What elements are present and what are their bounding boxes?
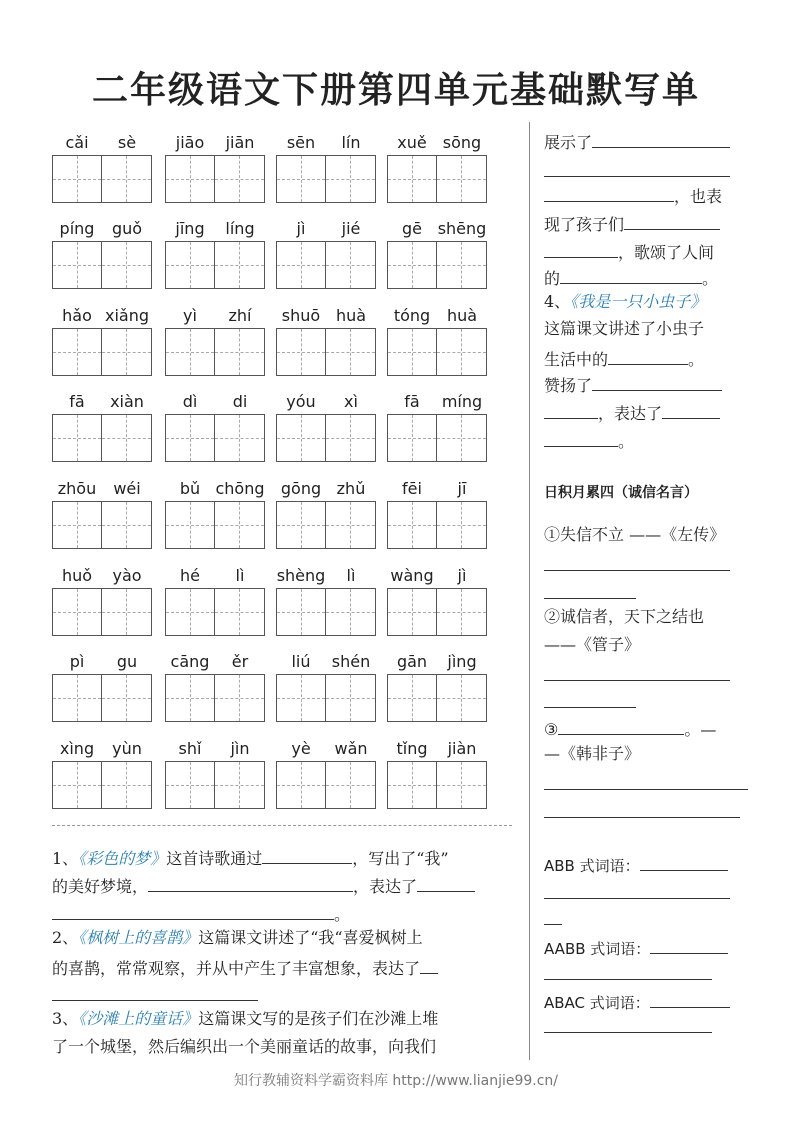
character-box[interactable] [276, 674, 326, 722]
pinyin-label: jīng [175, 219, 205, 238]
character-box[interactable] [276, 328, 326, 376]
writing-boxes [387, 241, 487, 289]
q3-text1: 这篇课文写的是孩子们在沙滩上堆 [198, 1009, 439, 1028]
pinyin-label: yì [183, 306, 197, 325]
pinyin-label: bǔ [179, 479, 201, 498]
character-box[interactable] [276, 414, 326, 462]
pinyin-label: pì [69, 652, 85, 671]
writing-boxes [52, 414, 152, 462]
q2-blank1[interactable] [420, 955, 438, 974]
pinyin-label: fā [404, 392, 420, 411]
writing-boxes [387, 414, 487, 462]
character-box[interactable] [165, 241, 215, 289]
q1-line3 [52, 901, 350, 926]
pinyin-label: yóu [286, 392, 316, 411]
writing-boxes [387, 328, 487, 376]
pinyin-label: shǐ [178, 739, 202, 758]
character-box[interactable] [387, 155, 437, 203]
right-blank5[interactable] [544, 239, 618, 258]
right-line1 [544, 129, 730, 154]
abac-line [544, 989, 730, 1014]
q1-blank4[interactable] [52, 901, 334, 920]
character-box[interactable] [437, 241, 487, 289]
character-box[interactable] [215, 414, 265, 462]
column-divider [529, 122, 530, 1060]
writing-boxes [276, 501, 376, 549]
pinyin-label: hǎo [62, 306, 92, 325]
character-box[interactable] [102, 155, 152, 203]
maxim-3a [544, 716, 716, 741]
q2-book-title: 《枫树上的喜鹊》 [78, 928, 199, 947]
q4-book-title: 《我是一只小虫子》 [570, 292, 707, 311]
character-box[interactable] [437, 588, 487, 636]
idiom-heading: 日积月累四（诚信名言） [544, 485, 698, 501]
right-line5 [544, 239, 714, 264]
q4-line1 [544, 291, 706, 313]
character-box[interactable] [102, 241, 152, 289]
abb-label: ABB 式词语： [544, 857, 640, 875]
q4-line6 [544, 428, 634, 453]
character-box[interactable] [437, 761, 487, 809]
character-box[interactable] [276, 241, 326, 289]
maxim-1-blank2[interactable] [544, 598, 636, 599]
writing-boxes [165, 414, 265, 462]
maxim-3-tail: 。— [684, 720, 717, 739]
pinyin-label: sè [117, 133, 137, 152]
right-text-r2: ，也表 [674, 187, 723, 206]
maxim-2-blank1[interactable] [544, 680, 730, 681]
abac-label: ABAC 式词语： [544, 994, 650, 1012]
footer-watermark: 知行教辅资料学霸资料库 http://www.lianjie99.cn/ [233, 1073, 559, 1089]
pinyin-label: fēi [402, 479, 422, 498]
writing-boxes [165, 761, 265, 809]
q3-line2 [52, 1036, 436, 1058]
q4-line5 [544, 400, 720, 425]
writing-boxes [52, 155, 152, 203]
aabb-label: AABB 式词语： [544, 940, 651, 958]
character-box[interactable] [165, 328, 215, 376]
writing-boxes [387, 155, 487, 203]
maxim-2a: ②诚信者，天下之结也 [544, 607, 705, 626]
character-box[interactable] [102, 674, 152, 722]
writing-boxes [276, 588, 376, 636]
pinyin-label: shén [331, 652, 371, 671]
pinyin-label: wàng [390, 566, 434, 585]
q4-blank1[interactable] [608, 346, 688, 365]
character-box[interactable] [52, 414, 102, 462]
writing-boxes [52, 761, 152, 809]
writing-boxes [276, 241, 376, 289]
maxim-1: ①失信不立 ——《左传》 [544, 525, 726, 544]
character-box[interactable] [102, 588, 152, 636]
right-blank6[interactable] [560, 265, 702, 284]
pinyin-label: sēn [286, 133, 316, 152]
writing-boxes [165, 501, 265, 549]
q2-number: 2、 [52, 928, 79, 947]
character-box[interactable] [437, 155, 487, 203]
q2-text1: 这篇课文讲述了“我“喜爱枫树上 [198, 928, 423, 947]
character-box[interactable] [215, 155, 265, 203]
pinyin-label: jī [457, 479, 467, 498]
character-box[interactable] [326, 501, 376, 549]
q4-text3: 。 [688, 350, 705, 369]
maxim-3-blank1[interactable] [558, 716, 684, 735]
pinyin-label: liú [291, 652, 311, 671]
q3-text2: 了一个城堡，然后编织出一个美丽童话的故事，向我们 [52, 1037, 437, 1056]
pinyin-label: huǒ [61, 566, 93, 585]
pinyin-label: xiàn [110, 392, 144, 411]
pinyin-label: shēng [437, 219, 487, 238]
writing-boxes [165, 241, 265, 289]
pinyin-label: di [232, 392, 248, 411]
right-text-r1: 展示了 [544, 133, 593, 152]
pinyin-label: gōng [280, 479, 322, 498]
character-box[interactable] [165, 588, 215, 636]
pinyin-label: gu [116, 652, 138, 671]
aabb-blank2[interactable] [544, 979, 712, 980]
q1-text3: 的美好梦境， [52, 877, 149, 896]
character-box[interactable] [52, 155, 102, 203]
pinyin-label: wéi [113, 479, 141, 498]
character-box[interactable] [52, 674, 102, 722]
character-box[interactable] [276, 501, 326, 549]
pinyin-label: huà [446, 306, 478, 325]
right-blank2[interactable] [544, 176, 730, 177]
q3-line1 [52, 1008, 438, 1030]
writing-boxes [276, 761, 376, 809]
pinyin-label: xuě [397, 133, 427, 152]
character-box[interactable] [215, 588, 265, 636]
pinyin-label: jìn [230, 739, 250, 758]
character-box[interactable] [215, 761, 265, 809]
pinyin-label: jiān [225, 133, 255, 152]
character-box[interactable] [326, 328, 376, 376]
pinyin-label: tóng [393, 306, 431, 325]
right-line6 [544, 265, 718, 290]
q1-blank3[interactable] [417, 873, 475, 892]
maxim-3-blank3[interactable] [544, 817, 740, 818]
aabb-blank1[interactable] [650, 935, 728, 954]
pinyin-label: ěr [231, 652, 249, 671]
pinyin-label: fā [69, 392, 85, 411]
pinyin-label: hé [180, 566, 200, 585]
writing-boxes [165, 588, 265, 636]
pinyin-label: yùn [112, 739, 142, 758]
q3-number: 3、 [52, 1009, 79, 1028]
q4-blank4[interactable] [662, 400, 720, 419]
abac-blank2[interactable] [544, 1032, 712, 1033]
right-text-r4: ，歌颂了人间 [618, 243, 715, 262]
character-box[interactable] [52, 588, 102, 636]
right-text-r5: 的 [544, 269, 561, 288]
pinyin-label: lì [235, 566, 245, 585]
pinyin-label: jì [296, 219, 306, 238]
writing-boxes [52, 501, 152, 549]
writing-boxes [276, 328, 376, 376]
q1-line1 [52, 845, 449, 870]
character-box[interactable] [102, 501, 152, 549]
aabb-line [544, 935, 728, 960]
pinyin-label: gē [402, 219, 422, 238]
pinyin-label: huà [335, 306, 367, 325]
right-text-r6: 。 [702, 269, 719, 288]
character-box[interactable] [437, 414, 487, 462]
pinyin-label: xì [344, 392, 358, 411]
character-box[interactable] [165, 155, 215, 203]
character-box[interactable] [387, 761, 437, 809]
writing-boxes [387, 674, 487, 722]
character-box[interactable] [326, 155, 376, 203]
maxim-1-blank1[interactable] [544, 570, 730, 571]
writing-boxes [165, 674, 265, 722]
pinyin-label: zhí [228, 306, 252, 325]
pinyin-label: gān [396, 652, 428, 671]
character-box[interactable] [102, 328, 152, 376]
q4-line2 [544, 318, 704, 340]
character-box[interactable] [326, 761, 376, 809]
abb-blank3[interactable] [544, 924, 562, 925]
character-box[interactable] [165, 761, 215, 809]
pinyin-label: shèng [276, 566, 326, 585]
pinyin-label: chōng [215, 479, 265, 498]
character-box[interactable] [437, 674, 487, 722]
pinyin-label: cāng [170, 652, 210, 671]
pinyin-label: dì [182, 392, 198, 411]
character-box[interactable] [387, 241, 437, 289]
q1-text4: ，表达了 [353, 877, 418, 896]
pinyin-label: jì [457, 566, 467, 585]
character-box[interactable] [326, 588, 376, 636]
character-box[interactable] [387, 501, 437, 549]
writing-boxes [387, 588, 487, 636]
q4-text2: 生活中的 [544, 350, 609, 369]
character-box[interactable] [387, 328, 437, 376]
character-box[interactable] [326, 241, 376, 289]
maxim-3-marker: ③ [544, 720, 559, 739]
maxim-2b: ——《管子》 [544, 635, 641, 654]
q2-line2 [52, 955, 438, 980]
pinyin-label: cǎi [65, 133, 89, 152]
q4-blank2[interactable] [592, 372, 722, 391]
q2-line1 [52, 927, 423, 949]
character-box[interactable] [326, 414, 376, 462]
character-box[interactable] [276, 761, 326, 809]
q1-line2 [52, 873, 475, 898]
pinyin-label: guǒ [111, 219, 143, 238]
maxim-2-blank2[interactable] [544, 707, 636, 708]
character-box[interactable] [437, 328, 487, 376]
pinyin-label: xiǎng [104, 306, 149, 325]
maxim-3c: —《韩非子》 [544, 744, 641, 763]
q1-blank2[interactable] [148, 873, 353, 892]
abb-blank2[interactable] [544, 898, 730, 899]
pinyin-label: tǐng [396, 739, 428, 758]
character-box[interactable] [215, 674, 265, 722]
writing-boxes [387, 501, 487, 549]
q4-blank3[interactable] [544, 400, 598, 419]
abb-line [544, 852, 728, 877]
q1-text5: 。 [334, 905, 351, 924]
writing-boxes [165, 155, 265, 203]
q1-text1: 这首诗歌通过 [166, 849, 263, 868]
q4-text1: 这篇课文讲述了小虫子 [544, 319, 705, 338]
q1-number: 1、 [52, 849, 79, 868]
abb-blank1[interactable] [640, 852, 728, 871]
writing-boxes [52, 241, 152, 289]
character-box[interactable] [387, 414, 437, 462]
q1-text2: ，写出了“我” [352, 849, 449, 868]
pinyin-label: yè [291, 739, 311, 758]
character-box[interactable] [215, 328, 265, 376]
character-box[interactable] [165, 501, 215, 549]
right-line4 [544, 211, 720, 236]
writing-boxes [387, 761, 487, 809]
q4-text6: 。 [618, 432, 635, 451]
q4-line4 [544, 372, 722, 397]
character-box[interactable] [387, 674, 437, 722]
pinyin-label: jìng [447, 652, 477, 671]
q4-text5: ，表达了 [598, 404, 663, 423]
character-box[interactable] [52, 501, 102, 549]
right-text-r3: 现了孩子们 [544, 215, 625, 234]
character-box[interactable] [102, 414, 152, 462]
q3-book-title: 《沙滩上的童话》 [78, 1009, 199, 1028]
character-box[interactable] [52, 761, 102, 809]
pinyin-label: xìng [59, 739, 95, 758]
pinyin-label: píng [59, 219, 95, 238]
q4-blank5[interactable] [544, 428, 618, 447]
pinyin-label: lì [346, 566, 356, 585]
writing-boxes [52, 674, 152, 722]
character-box[interactable] [102, 761, 152, 809]
abac-blank1[interactable] [650, 989, 730, 1008]
character-box[interactable] [165, 414, 215, 462]
pinyin-label: zhǔ [336, 479, 366, 498]
writing-boxes [276, 674, 376, 722]
pinyin-label: yào [112, 566, 142, 585]
character-box[interactable] [276, 155, 326, 203]
pinyin-label: jié [341, 219, 361, 238]
right-blank1[interactable] [592, 129, 730, 148]
character-box[interactable] [52, 241, 102, 289]
pinyin-label: sōng [442, 133, 482, 152]
pinyin-label: zhōu [57, 479, 97, 498]
writing-boxes [52, 588, 152, 636]
q2-text2: 的喜鹊，常常观察，并从中产生了丰富想象，表达了 [52, 959, 421, 978]
character-box[interactable] [387, 588, 437, 636]
character-box[interactable] [165, 674, 215, 722]
character-box[interactable] [52, 328, 102, 376]
right-line3 [544, 183, 722, 208]
character-box[interactable] [437, 501, 487, 549]
q4-line3 [544, 346, 704, 371]
character-box[interactable] [215, 501, 265, 549]
q2-blank2[interactable] [52, 1000, 258, 1001]
character-box[interactable] [276, 588, 326, 636]
writing-boxes [165, 328, 265, 376]
pinyin-label: wǎn [334, 739, 368, 758]
section-divider [52, 825, 512, 826]
writing-boxes [276, 155, 376, 203]
writing-boxes [276, 414, 376, 462]
pinyin-label: jiāo [175, 133, 205, 152]
right-blank4[interactable] [624, 211, 720, 230]
page-title: 二年级语文下册第四单元基础默写单 [91, 70, 700, 111]
maxim-3-blank2[interactable] [544, 789, 748, 790]
character-box[interactable] [215, 241, 265, 289]
character-box[interactable] [326, 674, 376, 722]
writing-boxes [52, 328, 152, 376]
right-blank3[interactable] [544, 183, 674, 202]
pinyin-label: lín [341, 133, 361, 152]
pinyin-label: líng [225, 219, 255, 238]
q4-number: 4、 [544, 292, 571, 311]
q1-blank1[interactable] [262, 845, 352, 864]
pinyin-label: jiàn [447, 739, 477, 758]
q1-book-title: 《彩色的梦》 [78, 849, 167, 868]
pinyin-label: míng [441, 392, 483, 411]
pinyin-label: shuō [281, 306, 321, 325]
q4-text4: 赞扬了 [544, 376, 593, 395]
